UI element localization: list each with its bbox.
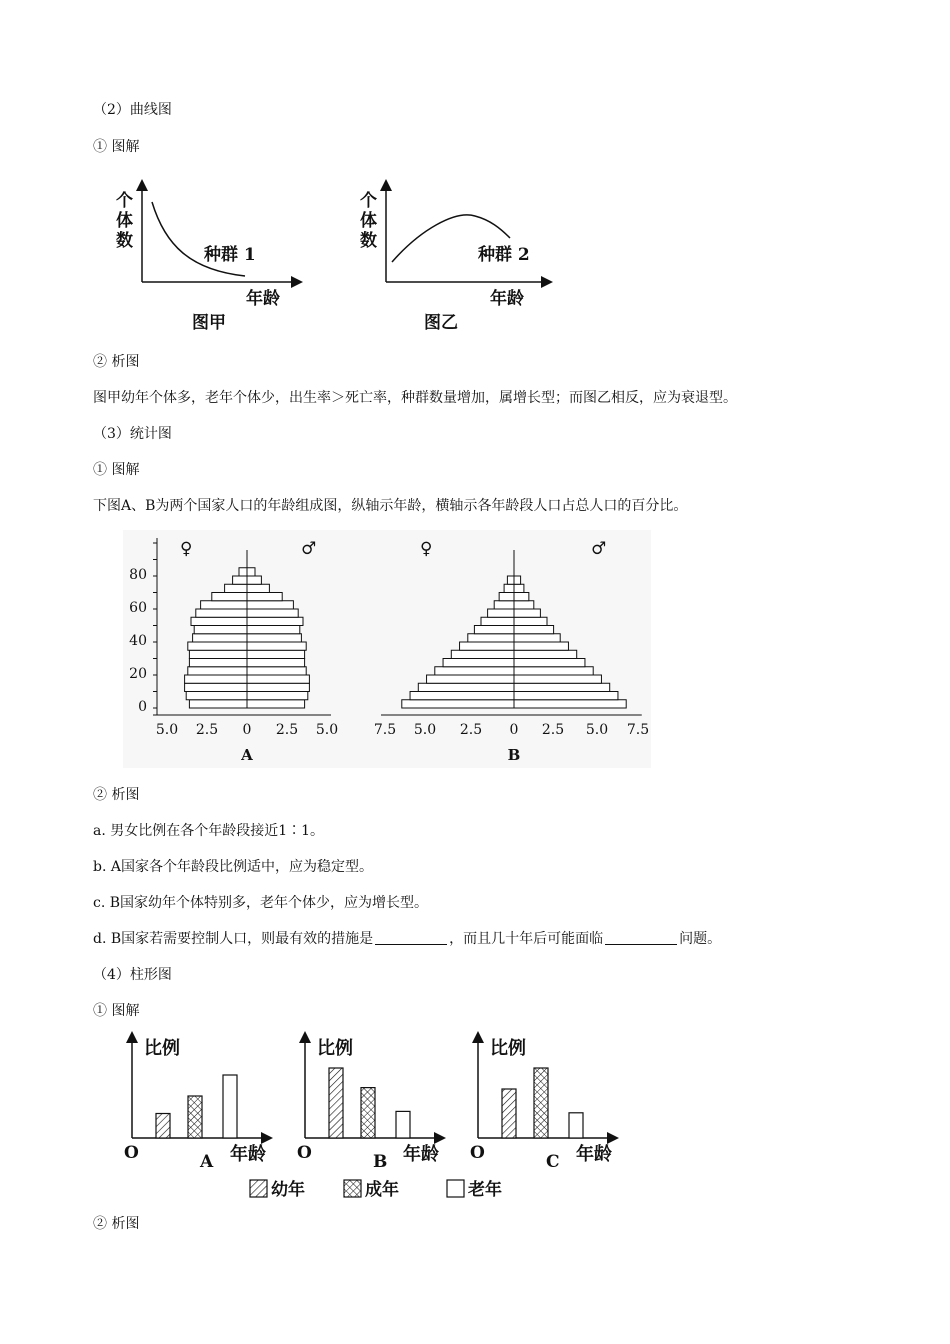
male-symbol: ♂ [301, 539, 317, 559]
point-d-text-2: ，而且几十年后可能面临 [449, 931, 604, 947]
x-label: 年龄 [230, 1144, 266, 1165]
bar-adult [188, 1096, 202, 1138]
caption-jia: 图甲 [192, 313, 226, 333]
bar-elderly [569, 1113, 583, 1138]
x-tick: 7.5 [626, 722, 650, 738]
legend-elderly-label: 老年 [468, 1180, 502, 1200]
x-tick: 5.0 [155, 722, 179, 738]
caption-a: A [241, 746, 253, 764]
x-tick: 7.5 [373, 722, 397, 738]
x-tick: 2.5 [459, 722, 483, 738]
curve-fig-right [360, 182, 550, 333]
s3-point-d [93, 929, 721, 949]
x-tick: 0 [509, 722, 519, 738]
legend-adult-label: 成年 [365, 1180, 399, 1200]
x-label: 年龄 [246, 289, 280, 309]
series-label-1: 种群 1 [204, 245, 256, 265]
origin-label: O [124, 1143, 139, 1163]
x-tick: 5.0 [413, 722, 437, 738]
curve-figures [100, 170, 560, 340]
y-label: 比例 [317, 1038, 353, 1059]
y-label-2: 体 [116, 211, 133, 231]
y-label-3: 数 [360, 231, 377, 251]
series-label-2: 种群 2 [478, 245, 530, 265]
male-symbol: ♂ [591, 539, 607, 559]
s3-title: （3）统计图 [93, 426, 172, 442]
legend-youth-label: 幼年 [271, 1180, 305, 1200]
legend-youth-swatch [250, 1180, 267, 1197]
point-d-text-3: 问题。 [679, 931, 722, 947]
x-tick: 0 [242, 722, 252, 738]
y-label-2: 体 [360, 211, 377, 231]
s3-point-b: b. A国家各个年龄段比例适中，应为稳定型。 [93, 859, 373, 875]
s2-analysis-text: 图甲幼年个体多，老年个体少，出生率＞死亡率，种群数量增加，属增长型；而图乙相反，应为衰退型。 [93, 390, 737, 406]
y-tick-0: 0 [138, 699, 147, 715]
chart-label: C [546, 1152, 560, 1172]
bar-adult [534, 1068, 548, 1138]
female-symbol: ♀ [180, 539, 193, 559]
legend-adult-swatch [344, 1180, 361, 1197]
s4-analysis-label: ② 析图 [93, 1216, 140, 1232]
origin-label: O [297, 1143, 312, 1163]
bar-youth [156, 1114, 170, 1139]
s3-analysis-label: ② 析图 [93, 787, 140, 803]
s3-point-c: c. B国家幼年个体特别多，老年个体少，应为增长型。 [93, 895, 429, 911]
chart-label: A [200, 1152, 214, 1172]
y-tick-40: 40 [129, 633, 147, 649]
x-label: 年龄 [403, 1144, 439, 1165]
bar-figures [120, 1028, 620, 1208]
y-tick-80: 80 [129, 567, 147, 583]
y-label: 比例 [144, 1038, 180, 1059]
s4-diagram-label: ① 图解 [93, 1003, 140, 1019]
pyramid-figures [123, 530, 651, 768]
curve-fig-left [116, 182, 300, 333]
s2-title: （2）曲线图 [93, 102, 172, 118]
bar-legend [250, 1179, 502, 1200]
x-tick: 2.5 [541, 722, 565, 738]
s2-analysis-label: ② 析图 [93, 354, 140, 370]
legend-elderly-swatch [447, 1180, 464, 1197]
y-label-1: 个 [360, 191, 377, 211]
x-label: 年龄 [490, 289, 524, 309]
chart-label: B [373, 1152, 388, 1172]
s3-intro: 下图A、B为两个国家人口的年龄组成图，纵轴示年龄，横轴示各年龄段人口占总人口的百分比。 [93, 498, 688, 514]
answer-blank-1[interactable] [375, 930, 447, 945]
x-tick: 5.0 [585, 722, 609, 738]
bar-adult [361, 1088, 375, 1138]
y-tick-60: 60 [129, 600, 147, 616]
s3-diagram-label: ① 图解 [93, 462, 140, 478]
x-tick: 2.5 [275, 722, 299, 738]
caption-yi: 图乙 [424, 313, 458, 333]
y-label-3: 数 [116, 231, 133, 251]
y-label-1: 个 [116, 191, 133, 211]
y-tick-20: 20 [129, 666, 147, 682]
bar-elderly [223, 1075, 237, 1138]
s4-title: （4）柱形图 [93, 967, 172, 983]
caption-b: B [507, 746, 521, 764]
bar-elderly [396, 1111, 410, 1138]
s3-point-a: a. 男女比例在各个年龄段接近1∶1。 [93, 823, 325, 839]
bar-youth [329, 1068, 343, 1138]
x-tick: 5.0 [315, 722, 339, 738]
answer-blank-2[interactable] [605, 930, 677, 945]
point-d-text-1: d. B国家若需要控制人口，则最有效的措施是 [93, 931, 374, 947]
origin-label: O [470, 1143, 485, 1163]
x-label: 年龄 [576, 1144, 612, 1165]
female-symbol: ♀ [420, 539, 433, 559]
x-tick: 2.5 [195, 722, 219, 738]
s2-diagram-label: ① 图解 [93, 139, 140, 155]
bar-youth [502, 1089, 516, 1138]
bar-charts [124, 1034, 616, 1172]
y-label: 比例 [490, 1038, 526, 1059]
